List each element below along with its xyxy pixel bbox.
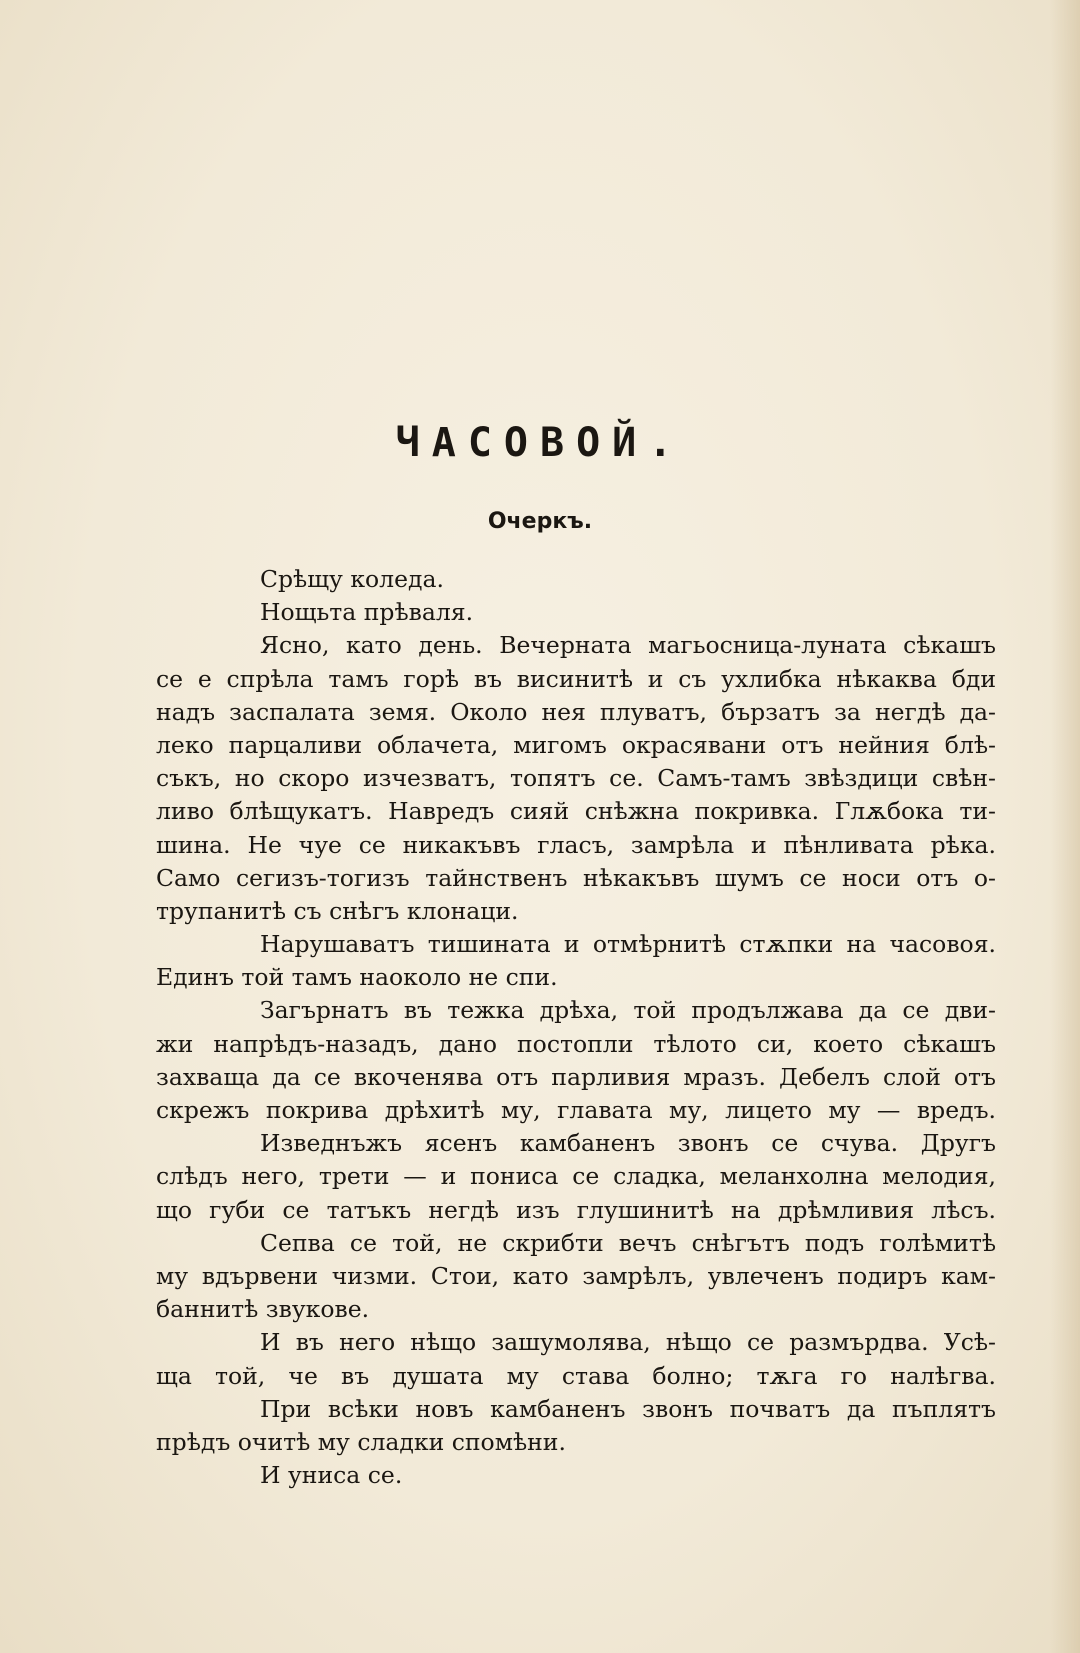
- text-line: му вдървени чизми. Стои, като замрѣлъ, увлеченъ подиръ кам-: [156, 1261, 996, 1290]
- text-line: Нощьта прѣваля.: [260, 598, 474, 627]
- text-line: що губи се татъкъ негдѣ изъ глушинитѣ на дрѣмливия лѣсъ.: [156, 1195, 996, 1224]
- text-line: Единъ той тамъ наоколо не спи.: [156, 963, 558, 992]
- text-line: Нарушаватъ тишината и отмѣрнитѣ стѫпки на часовоя.: [260, 930, 996, 959]
- text-line: слѣдъ него, трети — и пониса се сладка, меланхолна мелодия,: [156, 1162, 996, 1191]
- text-line: жи напрѣдъ-назадъ, дано постопли тѣлото си, което сѣкашъ: [156, 1029, 996, 1058]
- page-edge-shadow: [1050, 0, 1080, 1653]
- page-title: ЧАСОВОЙ.: [395, 420, 685, 466]
- text-line: баннитѣ звукове.: [156, 1295, 370, 1324]
- text-line: Само сегизъ-тогизъ тайнственъ нѣкакъвъ шумъ се носи отъ о-: [156, 863, 996, 892]
- text-line: ливо блѣщукатъ. Навредъ сияй снѣжна покривка. Глѫбока ти-: [156, 797, 996, 826]
- page-subtitle: Очеркъ.: [487, 509, 593, 534]
- text-line: захваща да се вкоченява отъ парливия мразъ. Дебелъ слой отъ: [156, 1062, 996, 1091]
- text-line: И въ него нѣщо зашумолява, нѣщо се размърдва. Усѣ-: [260, 1328, 996, 1357]
- text-line: шина. Не чуе се никакъвъ гласъ, замрѣла и пѣнливата рѣка.: [156, 830, 996, 859]
- body-text: [156, 563, 996, 1492]
- text-line: Изведнъжъ ясенъ камбаненъ звонъ се счува. Другъ: [260, 1129, 996, 1158]
- text-line: прѣдъ очитѣ му сладки спомѣни.: [156, 1427, 566, 1456]
- text-line: ща той, че въ душата му става болно; тѫга го налѣгва.: [156, 1361, 996, 1390]
- text-line: трупанитѣ съ снѣгъ клонаци.: [156, 896, 519, 925]
- text-line: надъ заспалата земя. Около нея плуватъ, бързатъ за негдѣ да-: [156, 697, 996, 726]
- text-line: Сепва се той, не скрибти вечъ снѣгътъ подъ голѣмитѣ: [260, 1228, 996, 1257]
- text-line: Срѣщу коледа.: [260, 565, 444, 593]
- text-line: Загърнатъ въ тежка дрѣха, той продължава да се дви-: [260, 996, 996, 1025]
- text-line: Ясно, като день. Вечерната магьосница-луната сѣкашъ: [260, 631, 996, 660]
- text-line: И униса се.: [260, 1461, 403, 1490]
- text-line: леко парцаливи облачета, мигомъ окрасявани отъ нейния блѣ-: [156, 730, 996, 759]
- text-line: скрежъ покрива дрѣхитѣ му, главата му, лицето му — вредъ.: [156, 1096, 996, 1124]
- text-line: съкъ, но скоро изчезватъ, топятъ се. Самъ-тамъ звѣздици свѣн-: [156, 764, 996, 793]
- text-line: се е спрѣла тамъ горѣ въ висинитѣ и съ ухлибка нѣкаква бди: [156, 664, 996, 693]
- text-line: При всѣки новъ камбаненъ звонъ почватъ да пъплятъ: [260, 1394, 996, 1423]
